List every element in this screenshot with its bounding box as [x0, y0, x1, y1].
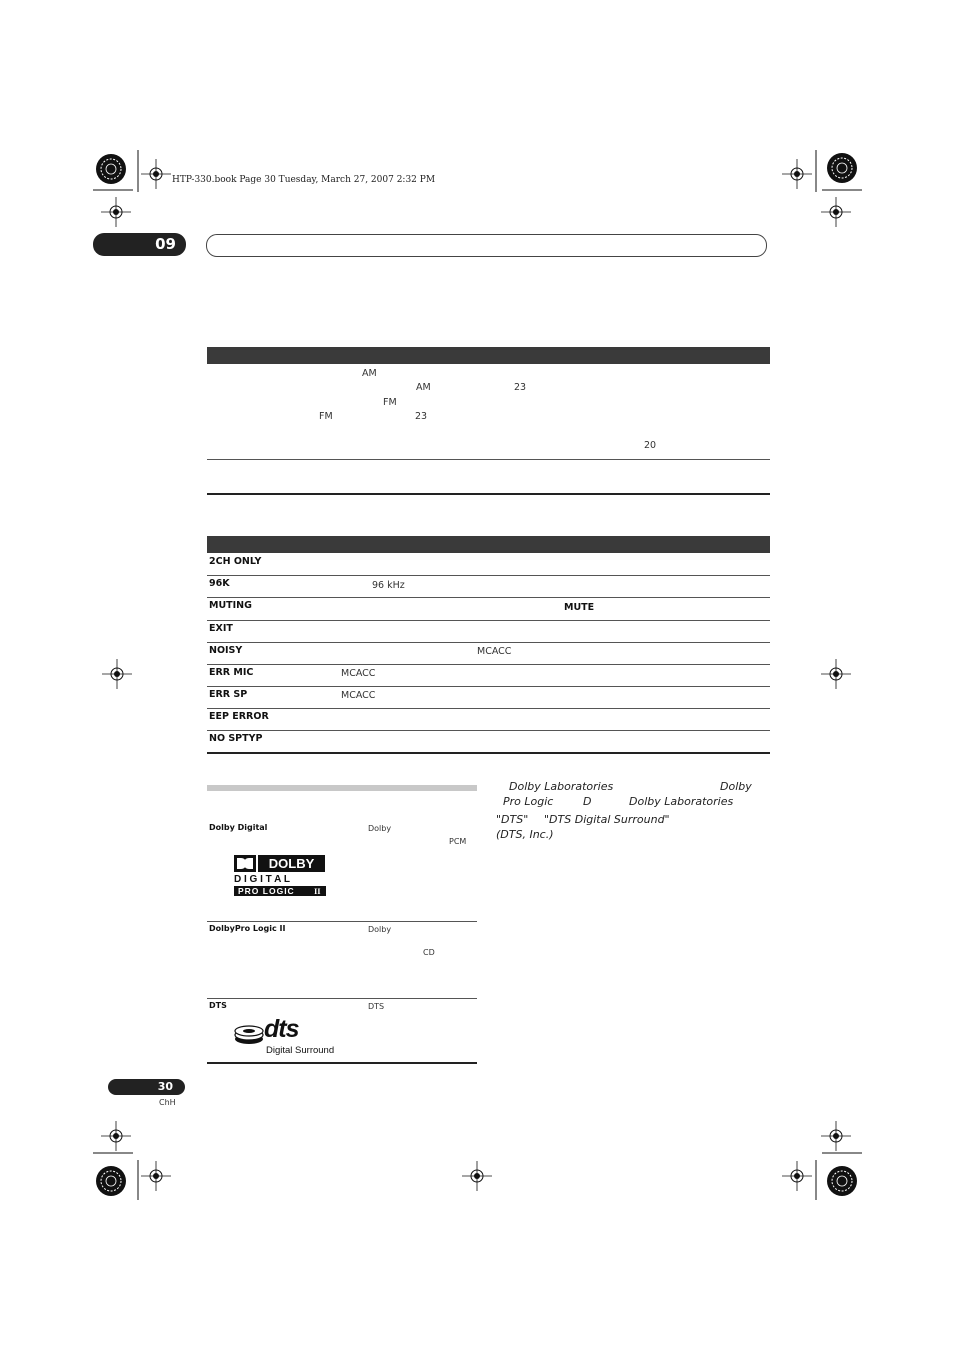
format-name-dolby-digital: Dolby Digital — [209, 823, 268, 832]
dts-word: dts — [264, 1015, 299, 1043]
message-value-mute: MUTE — [564, 602, 595, 613]
tuner-note: 23 — [514, 382, 527, 393]
tuner-note: AM — [362, 368, 377, 379]
trademark-text: Dolby Laboratories — [509, 780, 614, 793]
message-label-no-sptyp: NO SPTYP — [209, 733, 263, 744]
message-label-muting: MUTING — [209, 600, 252, 611]
message-value: MCACC — [341, 690, 376, 701]
messages-table-header — [207, 536, 770, 553]
format-row-divider — [207, 998, 477, 999]
tuner-note: 23 — [415, 411, 428, 422]
trademark-text: Pro Logic — [503, 795, 554, 808]
format-col2: Dolby — [368, 925, 392, 934]
trademark-text: D — [583, 795, 592, 808]
tuner-row-divider — [207, 459, 770, 460]
format-name-dts: DTS — [209, 1001, 227, 1010]
messages-table-bottom-rule — [207, 752, 770, 754]
book-info-line: HTP-330.book Page 30 Tuesday, March 27, 2007 2:32 PM — [172, 175, 436, 185]
message-label-noisy: NOISY — [209, 645, 243, 656]
chapter-badge: 09 — [93, 233, 186, 256]
table-row-divider — [207, 686, 770, 687]
table-row-divider — [207, 597, 770, 598]
format-name-dolby-prologic-ii: DolbyPro Logic II — [209, 924, 286, 933]
tuner-note: 20 — [644, 440, 657, 451]
tuner-table-header — [207, 347, 770, 364]
format-row-divider — [207, 921, 477, 922]
table-row-divider — [207, 730, 770, 731]
message-label-exit: EXIT — [209, 623, 233, 634]
message-label-2ch-only: 2CH ONLY — [209, 556, 262, 567]
tuner-note: AM — [416, 382, 431, 393]
table-row-divider — [207, 620, 770, 621]
table-row-divider — [207, 575, 770, 576]
trademark-text: (DTS, Inc.) — [496, 828, 554, 841]
prologic-band — [234, 886, 326, 896]
message-label-err-mic: ERR MIC — [209, 667, 254, 678]
dolby-digital-prologic-logo — [234, 855, 326, 897]
dts-disc-icon — [234, 1023, 264, 1045]
trademark-text: "DTS" — [496, 813, 529, 826]
format-col2: DTS — [368, 1002, 385, 1011]
dolby-word: DOLBY — [258, 855, 325, 872]
digital-word: D I G I T A L — [234, 874, 290, 885]
table-row-divider — [207, 708, 770, 709]
dts-digital-surround-logo — [234, 1015, 335, 1059]
tuner-table-bottom-rule — [207, 493, 770, 495]
trademark-text: Dolby — [720, 780, 752, 793]
table-row-divider — [207, 642, 770, 643]
format-table-bottom-rule — [207, 1062, 477, 1064]
trademark-text: "DTS Digital Surround" — [544, 813, 670, 826]
tuner-note: FM — [319, 411, 333, 422]
format-col2: Dolby — [368, 824, 392, 833]
message-label-err-sp: ERR SP — [209, 689, 248, 700]
message-value: MCACC — [477, 646, 512, 657]
section-gray-bar — [207, 785, 477, 791]
format-extra: CD — [423, 948, 435, 957]
tuner-note: FM — [383, 397, 397, 408]
format-extra: PCM — [449, 837, 467, 846]
dts-subtitle: Digital Surround — [266, 1045, 335, 1056]
trademark-text: Dolby Laboratories — [629, 795, 734, 808]
message-value: 96 kHz — [372, 580, 405, 591]
prologic-word: PRO LOGIC — [238, 886, 295, 896]
message-value: MCACC — [341, 668, 376, 679]
message-label-96k: 96K — [209, 578, 230, 589]
table-row-divider — [207, 664, 770, 665]
page-number: 30 — [108, 1079, 185, 1095]
language-code: ChH — [159, 1098, 176, 1107]
chapter-title-box — [206, 234, 767, 257]
prologic-suffix: II — [314, 886, 321, 896]
message-label-eep-error: EEP ERROR — [209, 711, 269, 722]
